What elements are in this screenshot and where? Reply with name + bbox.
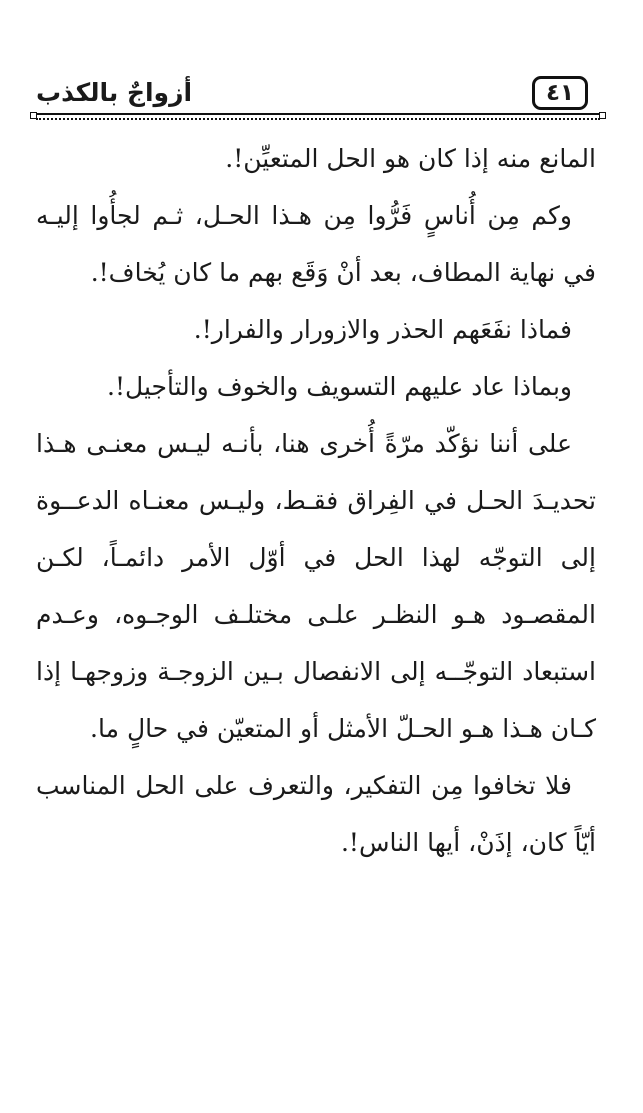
running-title: أزواجٌ بالكذب	[36, 78, 193, 107]
rule-end-ornament	[599, 112, 606, 119]
page-header	[30, 70, 610, 118]
rule-end-ornament	[30, 112, 37, 119]
paragraph: فلا تخافوا مِن التفكير، والتعرف على الحل المناسب أيّاً كان، إذَنْ، أيها الناس!.	[36, 771, 596, 857]
header-rule	[30, 113, 606, 121]
paragraph: فماذا نفَعَهم الحذر والازورار والفرار!.	[193, 315, 572, 344]
paragraph: المانع منه إذا كان هو الحل المتعيِّن!.	[225, 144, 596, 173]
paragraph: وكم مِن أُناسٍ فَرُّوا مِن هـذا الحـل، ثـم لجأُوا إليـه في نهاية المطاف، بعد أنْ وَقَع بهم ما كان يُخاف!.	[36, 201, 596, 287]
paragraph: على أننا نؤكّد مرّةً أُخرى هنا، بأنـه ليـس معنـى هـذا تحديـدَ الحـل في الفِراق فقـط، وليـس معنـاه الدعــوة إلى التوجّه لهذا الحل في أوّل الأمر دائمـاً، لكـن المقصـود هـو النظـر علـى مختلـف الوجـوه، وعـدم استبعاد التوجّــه إلى الانفصال بـين الزوجـة وزوجهـا إذا كـان هـذا هـو الحـلّ الأمثل أو المتعيّن في حالٍ ما.	[36, 429, 596, 743]
page-number: ٤١	[532, 76, 588, 110]
header-rule-dots	[36, 118, 600, 120]
paragraph: وبماذا عاد عليهم التسويف والخوف والتأجيل!.	[107, 372, 572, 401]
header-rule-line	[36, 113, 600, 115]
page-body	[36, 130, 596, 871]
